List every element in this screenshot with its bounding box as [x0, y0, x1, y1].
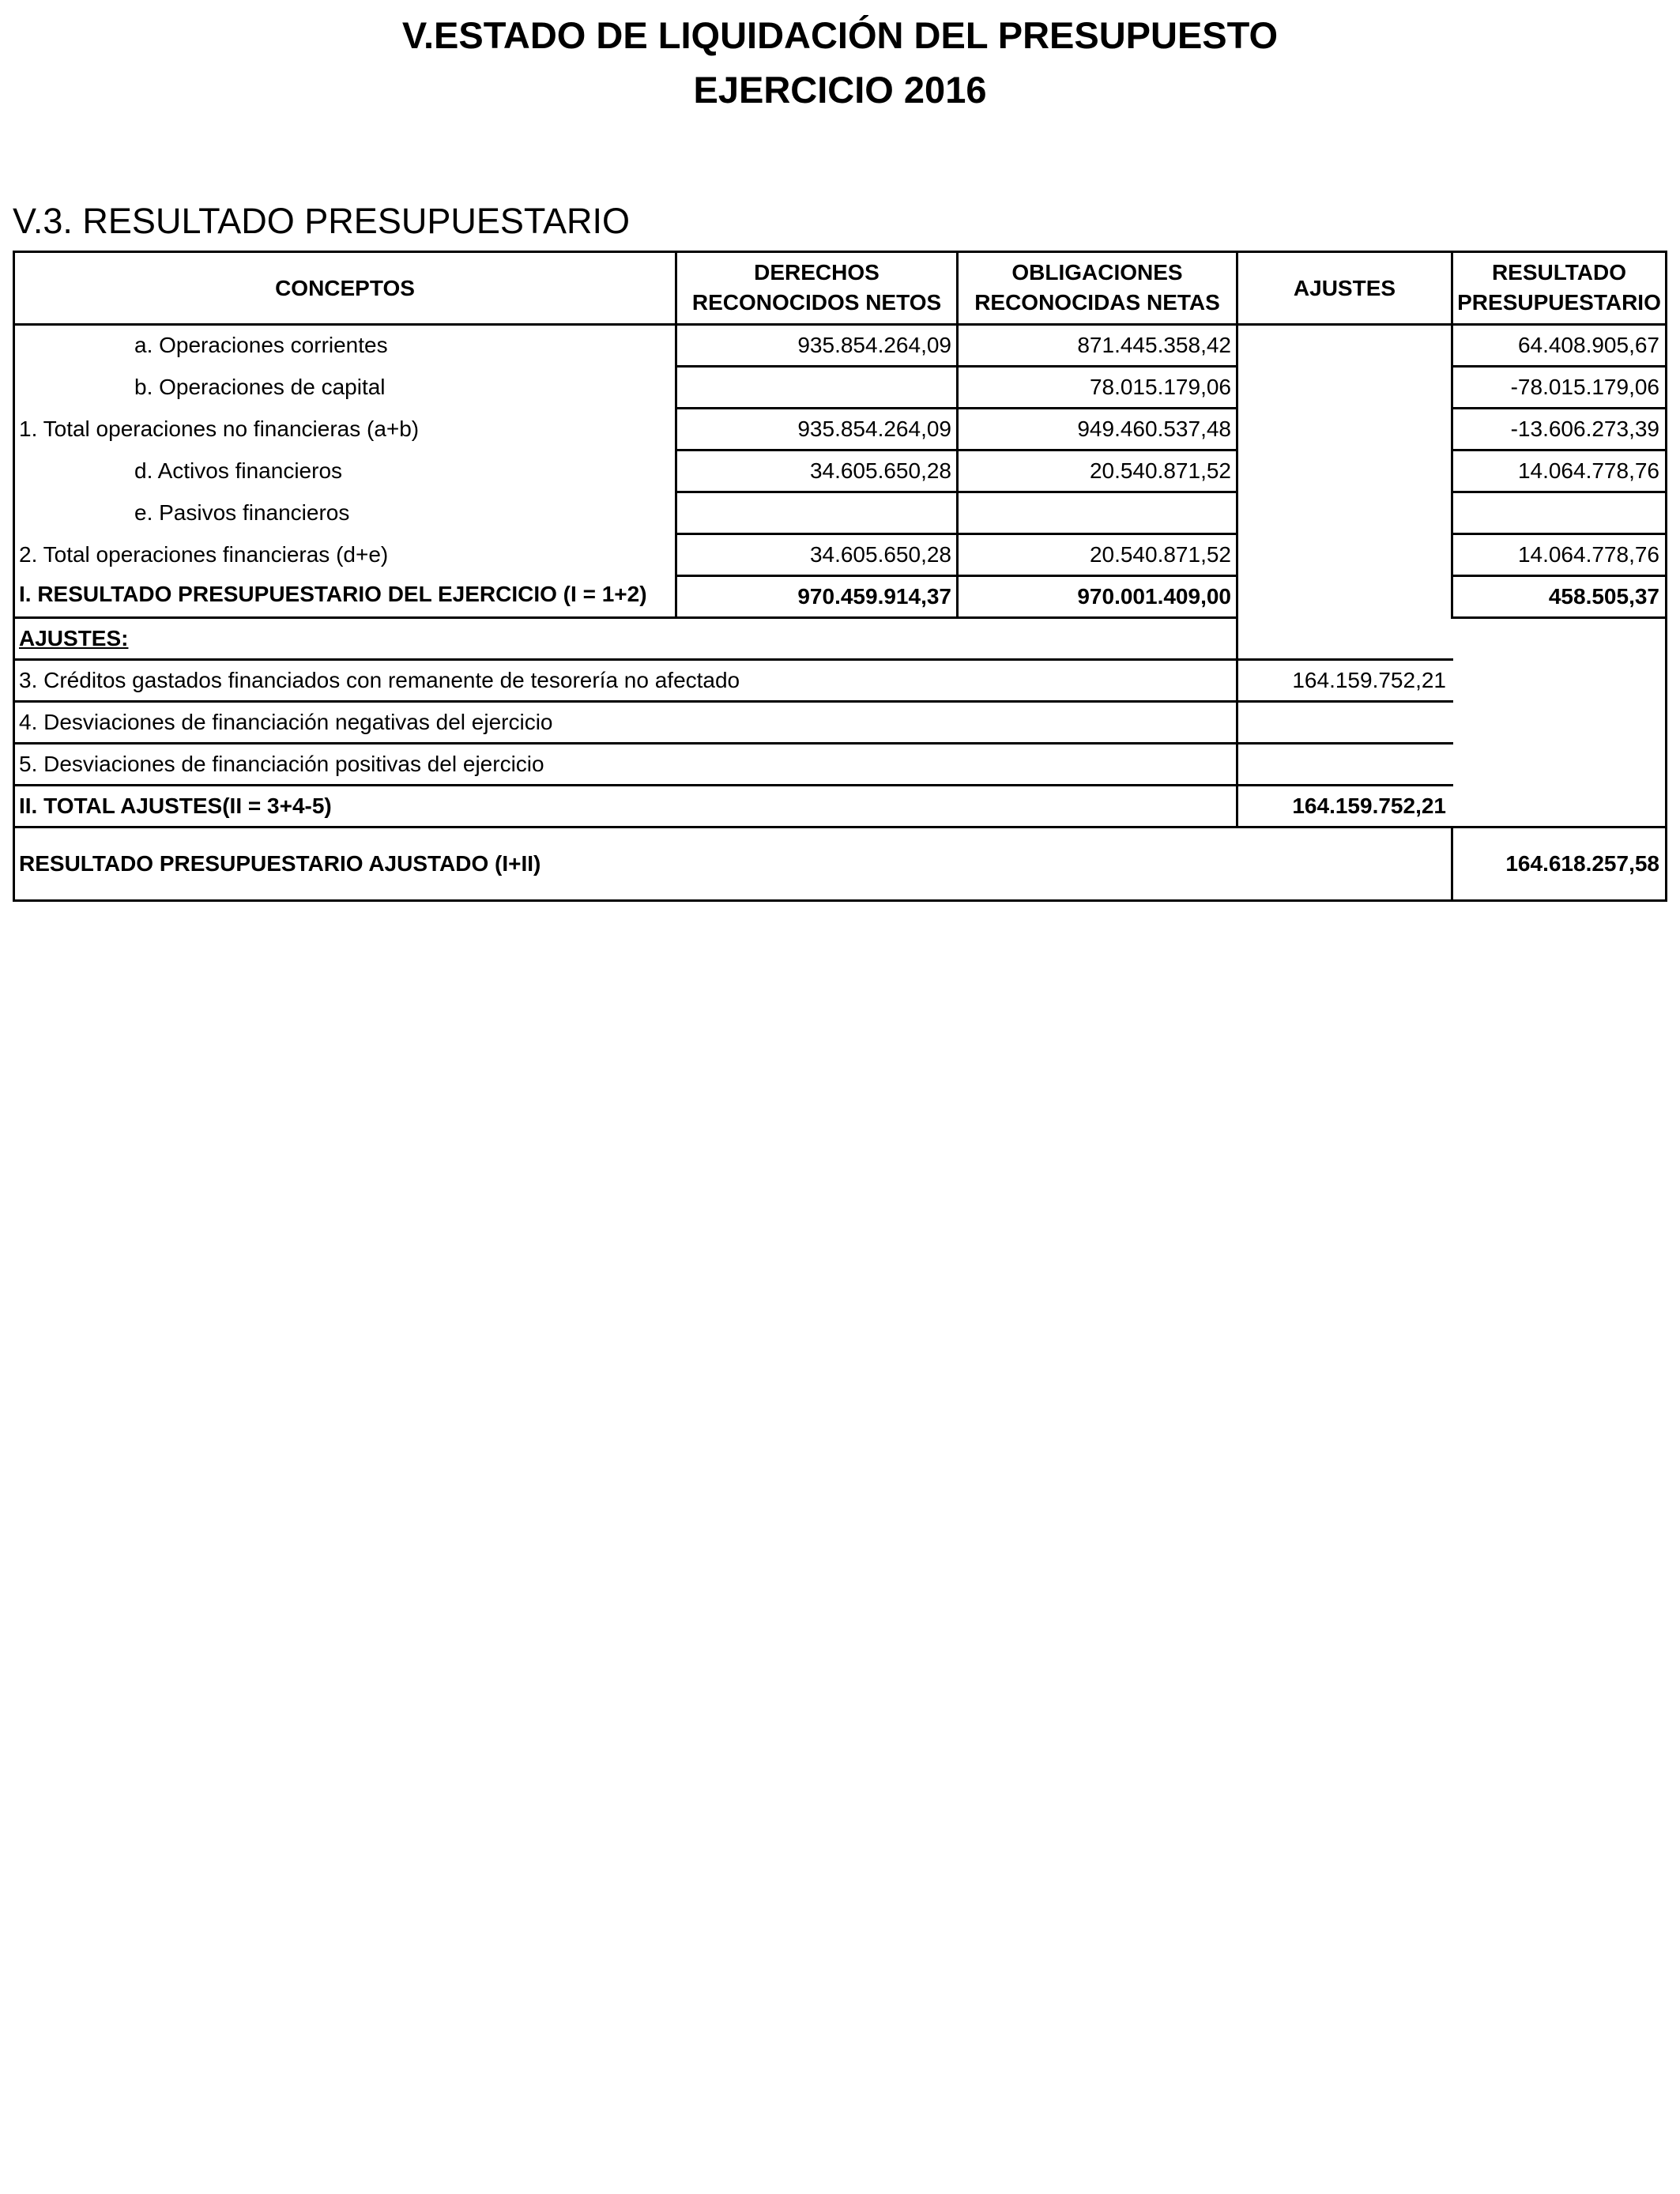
cell-resultado: 14.064.778,76 [1517, 458, 1659, 483]
cell-derechos: 34.605.650,28 [809, 458, 951, 483]
cell-derechos: 935.854.264,09 [797, 417, 951, 441]
row-label-pasivos-financieros: e. Pasivos financieros [134, 500, 350, 525]
cell-derechos: 34.605.650,28 [809, 542, 951, 567]
header-derechos-line1: DERECHOS [754, 260, 880, 285]
row-label-operaciones-capital: b. Operaciones de capital [134, 375, 386, 399]
ajuste-value-creditos-gastados: 164.159.752,21 [1292, 668, 1446, 692]
total-ajustes-value: 164.159.752,21 [1292, 794, 1446, 818]
cell-resultado: -13.606.273,39 [1510, 417, 1659, 441]
resultado-ajustado-value: 164.618.257,58 [1505, 851, 1659, 876]
document-subtitle: EJERCICIO 2016 [693, 69, 987, 111]
header-obligaciones-line1: OBLIGACIONES [1011, 260, 1183, 285]
cell-resultado-total: 458.505,37 [1548, 584, 1659, 609]
cell-resultado: 64.408.905,67 [1517, 333, 1659, 357]
header-derechos-line2: RECONOCIDOS NETOS [691, 290, 942, 315]
cell-derechos: 935.854.264,09 [797, 333, 951, 357]
row-label-total-no-financieras: 1. Total operaciones no financieras (a+b) [19, 417, 420, 441]
row-label-resultado-ejercicio: I. RESULTADO PRESUPUESTARIO DEL EJERCICIO (I = 1+2) [19, 582, 647, 606]
ajustes-heading: AJUSTES: [19, 626, 129, 650]
document-title: V.ESTADO DE LIQUIDACIÓN DEL PRESUPUESTO [401, 14, 1279, 56]
section-title: V.3. RESULTADO PRESUPUESTARIO [13, 201, 631, 241]
header-ajustes: AJUSTES [1293, 276, 1396, 300]
header-resultado-line1: RESULTADO [1491, 260, 1627, 285]
total-ajustes-label: II. TOTAL AJUSTES(II = 3+4-5) [19, 794, 332, 818]
cell-obligaciones: 20.540.871,52 [1089, 458, 1231, 483]
cell-derechos-total: 970.459.914,37 [797, 584, 951, 609]
cell-resultado: -78.015.179,06 [1510, 375, 1659, 399]
header-conceptos: CONCEPTOS [275, 276, 415, 300]
cell-obligaciones: 20.540.871,52 [1089, 542, 1231, 567]
header-resultado-line2: PRESUPUESTARIO [1457, 290, 1661, 315]
cell-obligaciones-total: 970.001.409,00 [1077, 584, 1231, 609]
cell-obligaciones: 871.445.358,42 [1077, 333, 1231, 357]
row-label-total-financieras: 2. Total operaciones financieras (d+e) [19, 542, 389, 567]
ajuste-label-desviaciones-negativas: 4. Desviaciones de financiación negativas del ejercicio [19, 710, 553, 734]
cell-obligaciones: 78.015.179,06 [1089, 375, 1231, 399]
cell-resultado: 14.064.778,76 [1517, 542, 1659, 567]
header-obligaciones-line2: RECONOCIDAS NETAS [974, 290, 1220, 315]
ajuste-label-desviaciones-positivas: 5. Desviaciones de financiación positivas del ejercicio [19, 752, 544, 776]
row-label-activos-financieros: d. Activos financieros [134, 458, 343, 483]
row-label-operaciones-corrientes: a. Operaciones corrientes [134, 333, 388, 357]
resultado-ajustado-label: RESULTADO PRESUPUESTARIO AJUSTADO (I+II) [19, 851, 541, 876]
ajuste-label-creditos-gastados: 3. Créditos gastados financiados con remanente de tesorería no afectado [19, 668, 740, 692]
cell-obligaciones: 949.460.537,48 [1077, 417, 1231, 441]
